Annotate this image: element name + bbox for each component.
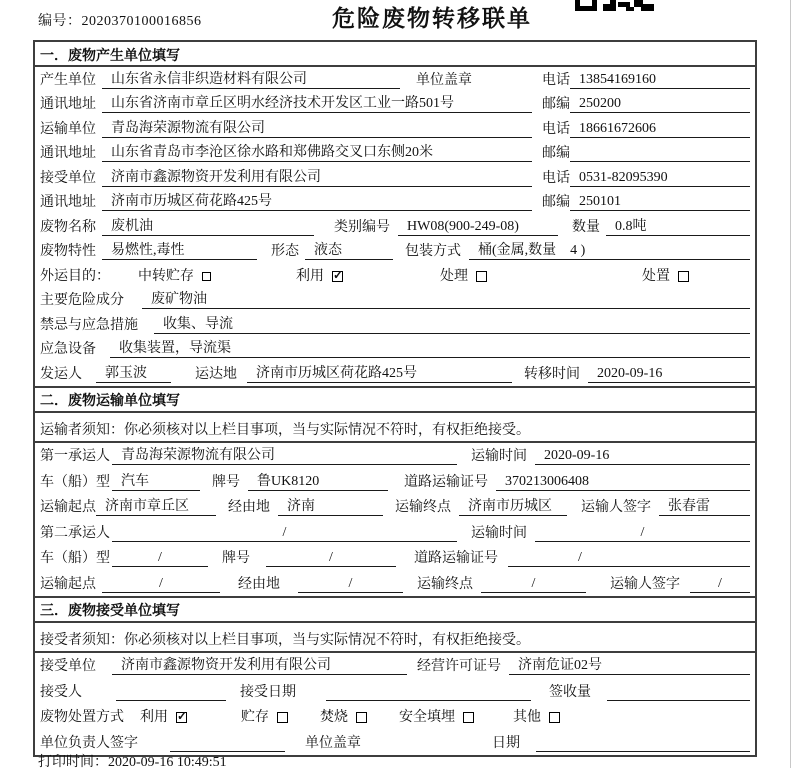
via2-value: / [298, 576, 403, 593]
packing-label: 包装方式 [405, 244, 461, 259]
vehicle-type2-value: / [112, 550, 208, 567]
phone2-value: 18661672606 [570, 121, 750, 138]
receive-unit-label: 接受单位 [40, 659, 96, 674]
receive-unit-value: 济南市鑫源物资开发利用有限公司 [112, 654, 407, 675]
zip3-label: 邮编 [542, 195, 570, 210]
road-permit2-label: 道路运输证号 [414, 551, 498, 566]
row-disposal-method [35, 704, 755, 730]
shipper-label: 发运人 [40, 366, 82, 382]
vehicle-type1-label: 车（船）型 [40, 474, 110, 490]
zip1-value: 250200 [570, 96, 750, 113]
print-time-label: 打印时间： [38, 755, 108, 768]
signed-amount-label: 签收量 [549, 684, 591, 700]
destination-value: 济南市历城区荷花路425号 [247, 362, 512, 383]
checkbox-disposal-incinerate [356, 712, 367, 723]
end1-label: 运输终点 [395, 500, 451, 515]
section3 [35, 596, 755, 755]
row-receive-unit [35, 653, 755, 679]
carrier-sign1-value: 张春雷 [659, 495, 750, 516]
waste-character-value: 易燃性,毒性 [102, 239, 257, 260]
date2-value [536, 735, 750, 752]
phone1-label: 电话 [542, 72, 570, 88]
phone1-value: 13854169160 [570, 72, 750, 89]
checkbox-disposal-other [549, 712, 560, 723]
row-vehicle-type2 [35, 545, 755, 571]
manifest-form-table [33, 40, 757, 757]
via2-label: 经由地 [238, 576, 280, 592]
section3-header: 三．废物接受单位填写 [35, 598, 755, 623]
vehicle-type1-value: 汽车 [112, 470, 200, 491]
main-hazard-value: 废矿物油 [142, 288, 750, 309]
chief-signature-label: 单位负责人签字 [40, 735, 138, 751]
row-taboo-measures [35, 312, 755, 337]
purpose-option-utilize-label: 利用 [296, 268, 324, 284]
transfer-time-label: 转移时间 [524, 366, 580, 382]
plate2-value: / [266, 550, 396, 567]
plate1-value: 鲁UK8120 [248, 470, 388, 491]
checkbox-disposal-store [277, 712, 288, 723]
row-main-hazard [35, 288, 755, 313]
transport-time2-label: 运输时间 [471, 525, 527, 541]
row-second-carrier [35, 519, 755, 545]
purpose-option-dispose-label: 处置 [642, 268, 670, 284]
row-transport-unit [35, 116, 755, 141]
row-shipper [35, 361, 755, 386]
row-receiver-unit [35, 165, 755, 190]
print-time-value: 2020-09-16 10:49:51 [108, 755, 227, 768]
emergency-equipment-value: 收集装置，导流渠 [110, 337, 750, 358]
address3-label: 通讯地址 [40, 195, 96, 210]
row-emergency-equipment [35, 337, 755, 362]
taboo-measures-label: 禁忌与应急措施 [40, 317, 138, 333]
transport-time2-value: / [535, 525, 750, 542]
end2-label: 运输终点 [417, 576, 473, 592]
receiver-unit-value: 济南市鑫源物资开发利用有限公司 [102, 166, 532, 187]
disposal-option-store-label: 贮存 [241, 710, 269, 725]
waste-name-value: 废机油 [102, 215, 314, 236]
purpose-option-treat-label: 处理 [440, 268, 468, 284]
second-carrier-label: 第二承运人 [40, 525, 110, 541]
destination-label: 运达地 [195, 366, 237, 382]
transport-time1-label: 运输时间 [471, 449, 527, 464]
vehicle-type2-label: 车（船）型 [40, 551, 110, 566]
section2-header: 二．废物运输单位填写 [35, 388, 755, 413]
producer-unit-value: 山东省永信非织造材料有限公司 [102, 68, 400, 89]
row-route1 [35, 494, 755, 520]
receive-date-value [326, 684, 531, 701]
unit-seal-label: 单位盖章 [416, 72, 472, 88]
row-waste-character [35, 239, 755, 264]
carrier-sign2-label: 运输人签字 [610, 576, 680, 592]
checkbox-transfer-storage [202, 272, 211, 281]
road-permit1-label: 道路运输证号 [404, 474, 488, 490]
section1-header: 一．废物产生单位填写 [35, 42, 755, 67]
row-transfer-purpose [35, 263, 755, 288]
via1-label: 经由地 [228, 500, 270, 515]
transfer-time-value: 2020-09-16 [588, 366, 750, 383]
disposal-method-label: 废物处置方式 [40, 710, 124, 725]
row-producer-unit [35, 67, 755, 92]
transporter-notice: 运输者须知：你必须核对以上栏目事项，当与实际情况不符时，有权拒绝接受。 [35, 413, 755, 443]
address1-label: 通讯地址 [40, 97, 96, 112]
document-number-label: 编号： [38, 14, 82, 29]
date2-label: 日期 [492, 735, 520, 751]
disposal-option-other-label: 其他 [513, 710, 541, 725]
license-value: 济南危证02号 [509, 654, 750, 675]
main-hazard-label: 主要危险成分 [40, 293, 124, 308]
zip3-value: 250101 [570, 194, 750, 211]
checkbox-dispose [678, 271, 689, 282]
category-label: 类别编号 [334, 219, 390, 235]
disposal-option-utilize-label: 利用 [140, 710, 168, 725]
category-value: HW08(900-249-08) [398, 219, 558, 236]
scan-page-edge [790, 0, 791, 768]
receive-person-label: 接受人 [40, 684, 82, 700]
receive-person-value [116, 684, 226, 701]
row-receiver-address [35, 190, 755, 215]
taboo-measures-value: 收集、导流 [154, 313, 750, 334]
phone2-label: 电话 [542, 121, 570, 137]
waste-name-label: 废物名称 [40, 219, 96, 235]
row-waste-name [35, 214, 755, 239]
first-carrier-value: 青岛海荣源物流有限公司 [112, 444, 457, 465]
road-permit1-value: 370213006408 [496, 474, 750, 491]
checkbox-disposal-landfill [463, 712, 474, 723]
license-label: 经营许可证号 [417, 659, 501, 674]
row-route2 [35, 570, 755, 596]
chief-signature-value [170, 735, 285, 752]
phone3-label: 电话 [542, 170, 570, 186]
purpose-label: 外运目的： [40, 268, 110, 284]
document-number-value: 2020370100016856 [81, 14, 202, 29]
end1-value: 济南市历城区 [459, 495, 567, 516]
transport-unit-value: 青岛海荣源物流有限公司 [102, 117, 532, 138]
carrier-sign2-value: / [690, 576, 750, 593]
row-producer-address [35, 92, 755, 117]
waste-character-label: 废物特性 [40, 244, 96, 259]
signed-amount-value [607, 684, 750, 701]
emergency-equipment-label: 应急设备 [40, 342, 96, 357]
row-first-carrier [35, 443, 755, 469]
form-state-value: 液态 [305, 239, 393, 260]
second-carrier-value: / [112, 525, 457, 542]
producer-unit-label: 产生单位 [40, 72, 96, 88]
disposal-option-incinerate-label: 焚烧 [320, 710, 348, 725]
checkbox-utilize [332, 271, 343, 282]
zip2-label: 邮编 [542, 146, 570, 161]
carrier-sign1-label: 运输人签字 [581, 500, 651, 515]
receiver-notice: 接受者须知：你必须核对以上栏目事项，当与实际情况不符时，有权拒绝接受。 [35, 623, 755, 653]
purpose-option-storage-label: 中转贮存 [138, 268, 194, 284]
quantity-value: 0.8吨 [606, 215, 750, 236]
end2-value: / [481, 576, 586, 593]
road-permit2-value: / [508, 550, 750, 567]
qr-code-fragment [575, 0, 655, 11]
packing-value: 桶(金属,数量 4 ) [469, 239, 750, 260]
zip2-value [570, 145, 750, 162]
row-receive-person [35, 678, 755, 704]
origin2-label: 运输起点 [40, 576, 96, 592]
quantity-label: 数量 [572, 219, 600, 235]
section2 [35, 386, 755, 596]
unit-seal2-label: 单位盖章 [305, 735, 361, 751]
form-state-label: 形态 [271, 244, 299, 259]
address2-value: 山东省青岛市李沧区徐水路和郑佛路交叉口东侧20米 [102, 141, 532, 162]
receiver-unit-label: 接受单位 [40, 170, 96, 186]
phone3-value: 0531-82095390 [570, 170, 750, 187]
origin2-value: / [102, 576, 220, 593]
zip1-label: 邮编 [542, 97, 570, 112]
checkbox-treat [476, 271, 487, 282]
plate2-label: 牌号 [222, 551, 250, 566]
document-number [38, 10, 202, 30]
row-transport-address [35, 141, 755, 166]
receive-date-label: 接受日期 [240, 684, 296, 700]
address1-value: 山东省济南市章丘区明水经济技术开发区工业一路501号 [102, 92, 532, 113]
via1-value: 济南 [278, 495, 383, 516]
transport-unit-label: 运输单位 [40, 121, 96, 137]
row-vehicle-type1 [35, 468, 755, 494]
transport-time1-value: 2020-09-16 [535, 448, 750, 465]
origin1-label: 运输起点 [40, 500, 96, 515]
print-time [38, 751, 227, 768]
origin1-value: 济南市章丘区 [96, 495, 216, 516]
address2-label: 通讯地址 [40, 146, 96, 161]
checkbox-disposal-utilize [176, 712, 187, 723]
address3-value: 济南市历城区荷花路425号 [102, 190, 532, 211]
disposal-option-landfill-label: 安全填埋 [399, 710, 455, 725]
plate1-label: 牌号 [212, 474, 240, 490]
shipper-value: 郭玉波 [96, 362, 171, 383]
page-title: 危险废物转移联单 [332, 6, 532, 31]
first-carrier-label: 第一承运人 [40, 449, 110, 464]
